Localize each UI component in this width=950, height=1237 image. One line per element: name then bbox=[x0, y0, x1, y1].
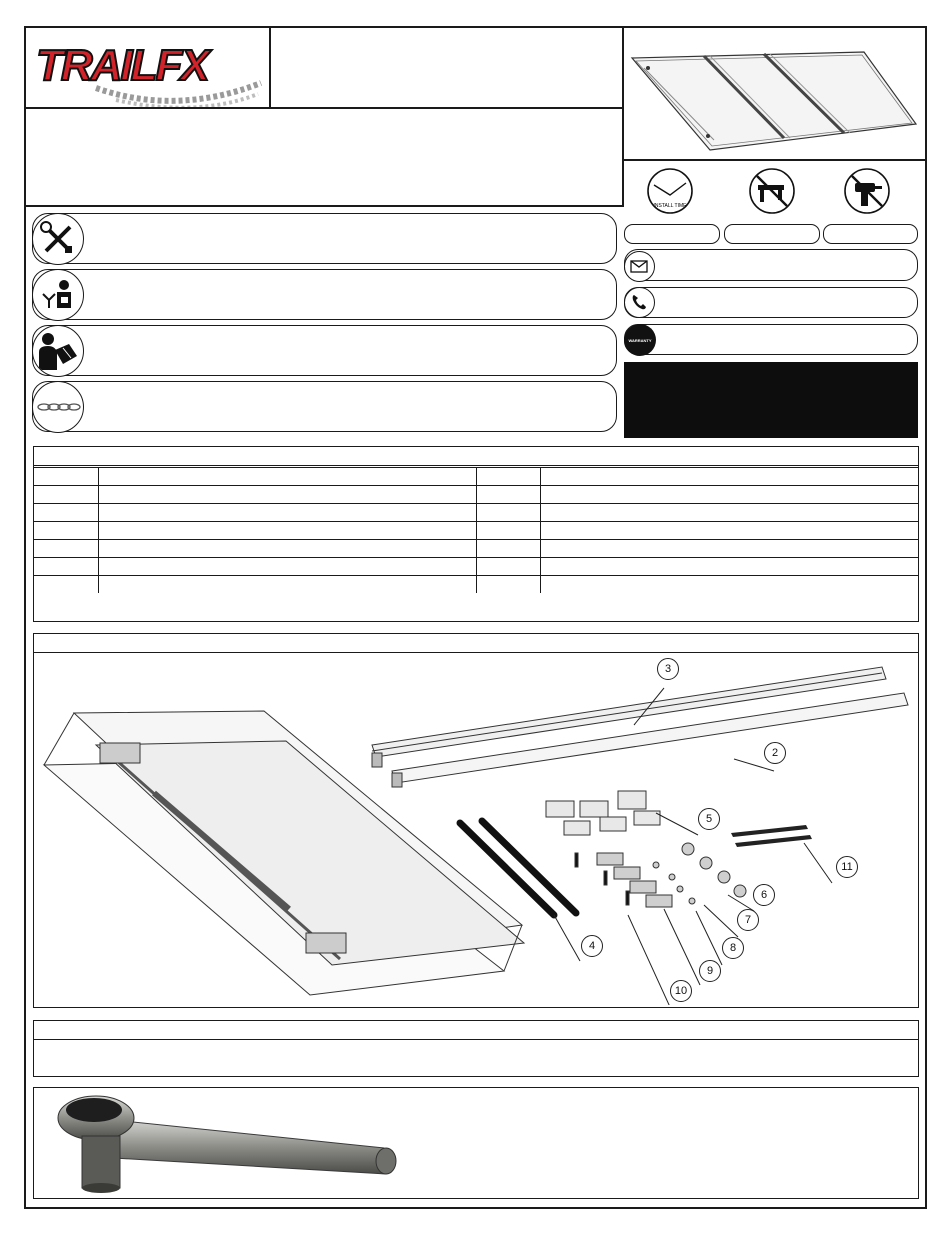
hardware-pill bbox=[32, 381, 617, 432]
callout-7: 7 bbox=[737, 909, 759, 931]
parts-table bbox=[34, 467, 918, 593]
install-time-pill bbox=[624, 224, 720, 244]
table-row bbox=[34, 576, 918, 594]
tools-required-pill bbox=[32, 213, 617, 264]
callout-8: 8 bbox=[722, 937, 744, 959]
notice-black-box bbox=[624, 362, 918, 438]
read-icon-circle bbox=[32, 325, 84, 377]
tonneau-panel-assembly bbox=[44, 711, 524, 995]
trailfx-logo bbox=[26, 28, 269, 107]
logo-text: TRAILFX bbox=[36, 41, 208, 90]
callout-9: 9 bbox=[699, 960, 721, 982]
ratchet-wrench-image bbox=[34, 1088, 414, 1196]
tools-icon-circle bbox=[32, 213, 84, 265]
page-title bbox=[271, 28, 624, 44]
callout-2: 2 bbox=[764, 742, 786, 764]
no-drilling-icon bbox=[843, 167, 891, 215]
warranty-badge-icon: WARRANTY bbox=[628, 337, 652, 343]
logo-cell bbox=[26, 28, 271, 109]
table-row bbox=[34, 540, 918, 558]
install-time-label: INSTALL TIME bbox=[653, 203, 687, 209]
product-thumbnail-cell bbox=[624, 28, 925, 161]
parts-list-section bbox=[33, 446, 919, 622]
wrench-screwdriver-icon bbox=[33, 214, 83, 264]
header-title-cell bbox=[271, 28, 624, 109]
table-row bbox=[34, 522, 918, 540]
assistance-icon-circle bbox=[32, 269, 84, 321]
callout-10: 10 bbox=[670, 980, 692, 1002]
email-icon-circle bbox=[624, 251, 655, 282]
no-cutting-pill bbox=[724, 224, 820, 244]
table-row bbox=[34, 486, 918, 504]
read-instructions-pill bbox=[32, 325, 617, 376]
no-drilling-pill bbox=[823, 224, 918, 244]
hardware-chain-icon bbox=[33, 382, 83, 432]
notes-section bbox=[33, 1020, 919, 1077]
side-rail-parts bbox=[372, 667, 908, 787]
notes-header-bar bbox=[34, 1021, 918, 1040]
parts-list-header-bar bbox=[34, 447, 918, 466]
two-person-assist-icon bbox=[33, 270, 83, 320]
email-pill bbox=[624, 249, 918, 281]
no-cutting-icon bbox=[748, 167, 796, 215]
exploded-view-header-bar bbox=[34, 634, 918, 653]
hardware-icon-circle bbox=[32, 381, 84, 433]
assistance-pill bbox=[32, 269, 617, 320]
table-row bbox=[34, 504, 918, 522]
exploded-view-section bbox=[33, 633, 919, 1008]
exploded-view-diagram bbox=[34, 653, 917, 1005]
install-time-badge bbox=[646, 167, 694, 215]
warranty-pill bbox=[624, 324, 918, 355]
warranty-icon-circle bbox=[624, 324, 656, 356]
clamp-hardware bbox=[546, 791, 660, 835]
envelope-icon bbox=[625, 252, 653, 280]
tools-section bbox=[33, 1087, 919, 1199]
page-subtitle bbox=[26, 109, 624, 125]
callout-5: 5 bbox=[698, 808, 720, 830]
phone-icon-circle bbox=[624, 287, 655, 318]
clock-icon bbox=[646, 167, 694, 215]
phone-icon bbox=[625, 288, 653, 316]
callout-6: 6 bbox=[753, 884, 775, 906]
reading-person-icon bbox=[33, 326, 83, 376]
phone-pill bbox=[624, 287, 918, 318]
header-subtitle-cell bbox=[26, 109, 624, 207]
tonneau-cover-image bbox=[624, 28, 925, 161]
table-row bbox=[34, 558, 918, 576]
no-cutting-badge bbox=[748, 167, 796, 215]
no-drilling-badge bbox=[843, 167, 891, 215]
callout-3: 3 bbox=[657, 658, 679, 680]
callout-11: 11 bbox=[836, 856, 858, 878]
fastener-hardware bbox=[575, 843, 746, 907]
adhesive-strips bbox=[731, 825, 812, 847]
table-row bbox=[34, 468, 918, 486]
callout-4: 4 bbox=[581, 935, 603, 957]
